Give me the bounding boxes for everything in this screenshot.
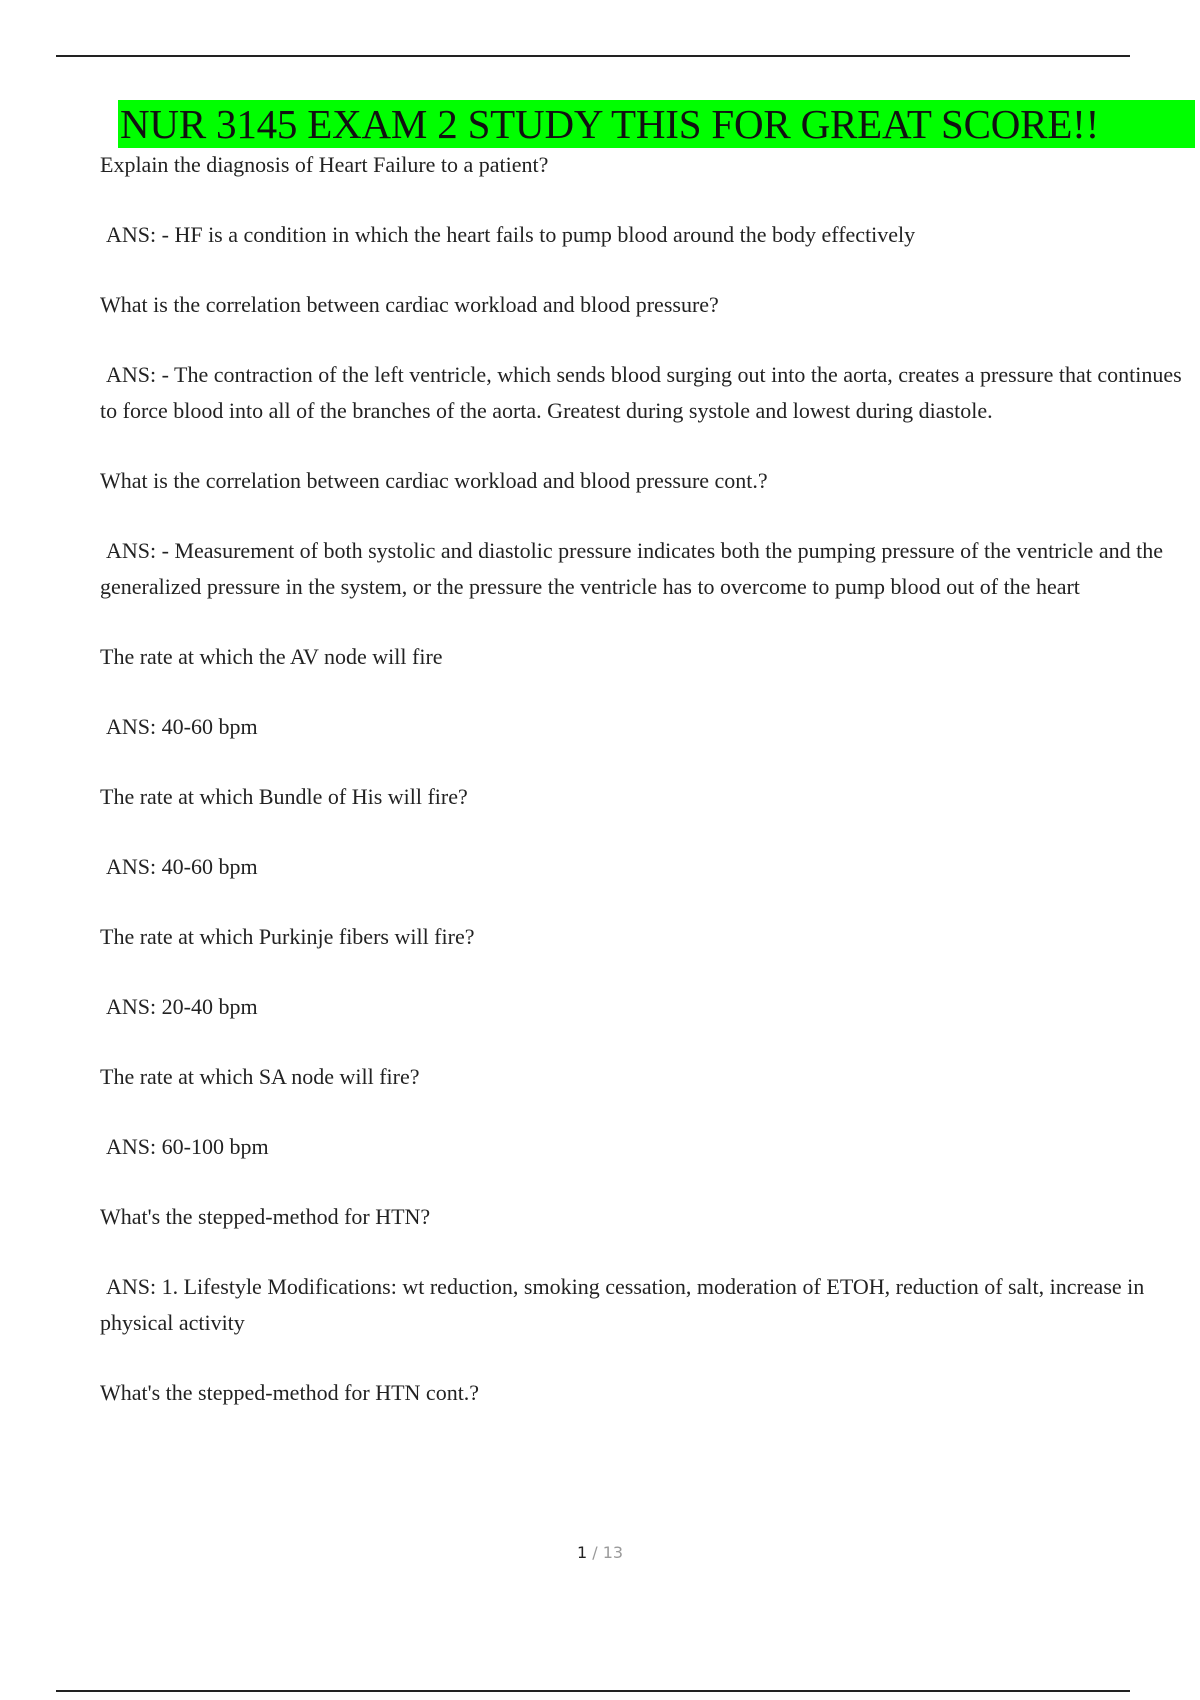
question-9: What's the stepped-method for HTN cont.? xyxy=(100,1380,480,1405)
answer-5: ANS: 40-60 bpm xyxy=(106,854,258,879)
document-body xyxy=(100,147,1198,1445)
question-2: What is the correlation between cardiac workload and blood pressure? xyxy=(100,292,719,317)
page-separator: / xyxy=(592,1543,598,1562)
question-4: The rate at which the AV node will fire xyxy=(100,644,443,669)
answer-6: ANS: 20-40 bpm xyxy=(106,994,258,1019)
question-8: What's the stepped-method for HTN? xyxy=(100,1204,431,1229)
question-5: The rate at which Bundle of His will fire? xyxy=(100,784,468,809)
top-divider xyxy=(56,55,1130,57)
answer-7: ANS: 60-100 bpm xyxy=(106,1134,269,1159)
question-7: The rate at which SA node will fire? xyxy=(100,1064,420,1089)
bottom-divider xyxy=(56,1690,1130,1692)
page-indicator xyxy=(0,1543,1200,1563)
answer-8: ANS: 1. Lifestyle Modifications: wt reduction, smoking cessation, moderation of ETOH, reduction of salt, increase in physical activity xyxy=(100,1274,1145,1335)
title-highlight xyxy=(118,100,1195,148)
document-title: NUR 3145 EXAM 2 STUDY THIS FOR GREAT SCORE!! xyxy=(120,101,1100,147)
answer-3: ANS: - Measurement of both systolic and diastolic pressure indicates both the pumping pressure of the ventricle and the generalized pressure in the system, or the pressure the ventricle has to overcome to pump blood out of the heart xyxy=(100,538,1163,599)
answer-1: ANS: - HF is a condition in which the heart fails to pump blood around the body effectively xyxy=(106,222,916,247)
question-1: Explain the diagnosis of Heart Failure to a patient? xyxy=(100,152,549,177)
page-total: 13 xyxy=(602,1543,624,1562)
question-3: What is the correlation between cardiac workload and blood pressure cont.? xyxy=(100,468,768,493)
answer-2: ANS: - The contraction of the left ventricle, which sends blood surging out into the aorta, creates a pressure that continues to force blood into all of the branches of the aorta. Greatest during systole and lowest during diastole. xyxy=(100,362,1182,423)
answer-4: ANS: 40-60 bpm xyxy=(106,714,258,739)
page-current: 1 xyxy=(576,1543,588,1562)
question-6: The rate at which Purkinje fibers will fire? xyxy=(100,924,475,949)
